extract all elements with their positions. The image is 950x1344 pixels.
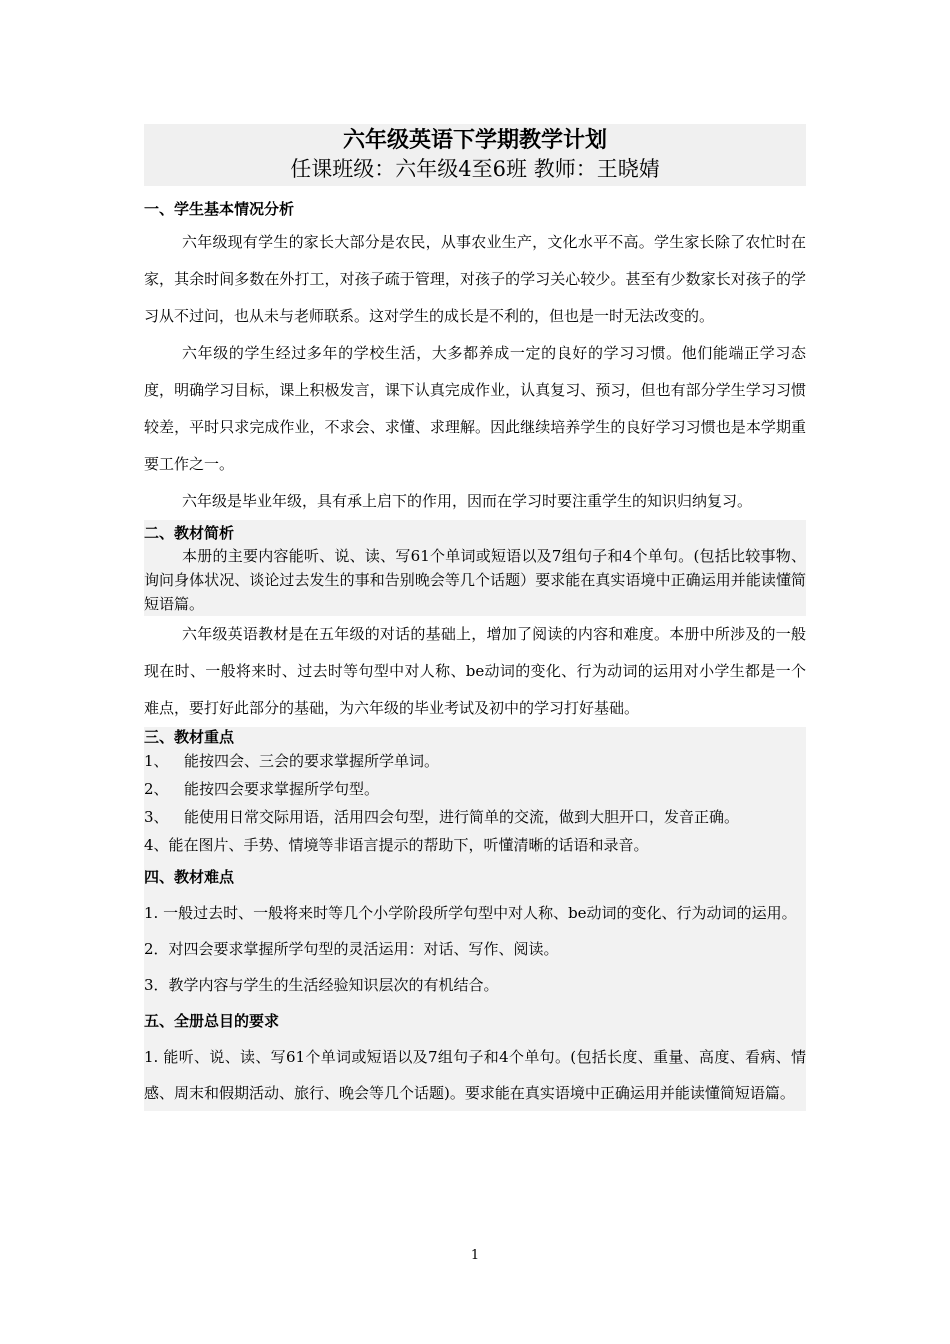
list-item: 1. 一般过去时、一般将来时等几个小学阶段所学句型中对人称、be动词的变化、行为动词的运用。 [144,904,797,922]
section-heading-1: 一、学生基本情况分析 [144,200,295,218]
page-number: 1 [470,1248,480,1263]
section-4-block [144,859,806,1111]
section-2-paragraph-1: 本册的主要内容能听、说、读、写61个单词或短语以及7组句子和4个单句。(包括比较事物、询问身体状况、谈论过去发生的事和告别晚会等几个话题）要求能在真实语境中正确运用并能读懂简短语篇。 [144,547,806,613]
list-item: 2、 能按四会要求掌握所学句型。 [144,780,380,798]
list-item: 1、 能按四会、三会的要求掌握所学单词。 [144,752,440,770]
section-1-paragraph-2: 六年级的学生经过多年的学校生活，大多都养成一定的良好的学习习惯。他们能端正学习态度，明确学习目标，课上积极发言，课下认真完成作业，认真复习、预习，但也有部分学生学习习惯较差，平时只求完成作业，不求会、求懂、求理解。因此继续培养学生的良好学习习惯也是本学期重要工作之一。 [144,344,806,473]
document-subtitle: 任课班级：六年级4至6班 教师：王晓婧 [290,157,660,181]
list-item: 3．教学内容与学生的生活经验知识层次的有机结合。 [144,976,499,994]
list-item: 4、能在图片、手势、情境等非语言提示的帮助下，听懂清晰的话语和录音。 [144,836,649,854]
section-heading-2: 二、教材简析 [144,524,235,542]
document-title: 六年级英语下学期教学计划 [342,127,607,153]
title-block [144,124,806,186]
section-heading-4: 四、教材难点 [144,868,235,886]
list-item: 2．对四会要求掌握所学句型的灵活运用：对话、写作、阅读。 [144,940,559,958]
list-item: 1. 能听、说、读、写61个单词或短语以及7组句子和4个单句。(包括长度、重量、高度、看病、情感、周末和假期活动、旅行、晚会等几个话题)。要求能在真实语境中正确运用并能读懂简短语篇。 [144,1048,806,1102]
section-heading-5: 五、全册总目的要求 [144,1012,280,1030]
document-body [144,124,806,1111]
section-1-paragraph-3: 六年级是毕业年级，具有承上启下的作用，因而在学习时要注重学生的知识归纳复习。 [182,492,753,510]
section-2-block [144,520,806,616]
section-heading-3: 三、教材重点 [144,728,235,746]
list-item: 3、 能使用日常交际用语，活用四会句型，进行简单的交流，做到大胆开口，发音正确。 [144,808,740,826]
section-2-paragraph-2: 六年级英语教材是在五年级的对话的基础上，增加了阅读的内容和难度。本册中所涉及的一般现在时、一般将来时、过去时等句型中对人称、be动词的变化、行为动词的运用对小学生都是一个难点，要打好此部分的基础，为六年级的毕业考试及初中的学习打好基础。 [144,625,806,717]
section-3-block [144,727,806,859]
section-1-paragraph-1: 六年级现有学生的家长大部分是农民，从事农业生产，文化水平不高。学生家长除了农忙时在家，其余时间多数在外打工，对孩子疏于管理，对孩子的学习关心较少。甚至有少数家长对孩子的学习从不过问，也从未与老师联系。这对学生的成长是不利的，但也是一时无法改变的。 [144,233,806,325]
